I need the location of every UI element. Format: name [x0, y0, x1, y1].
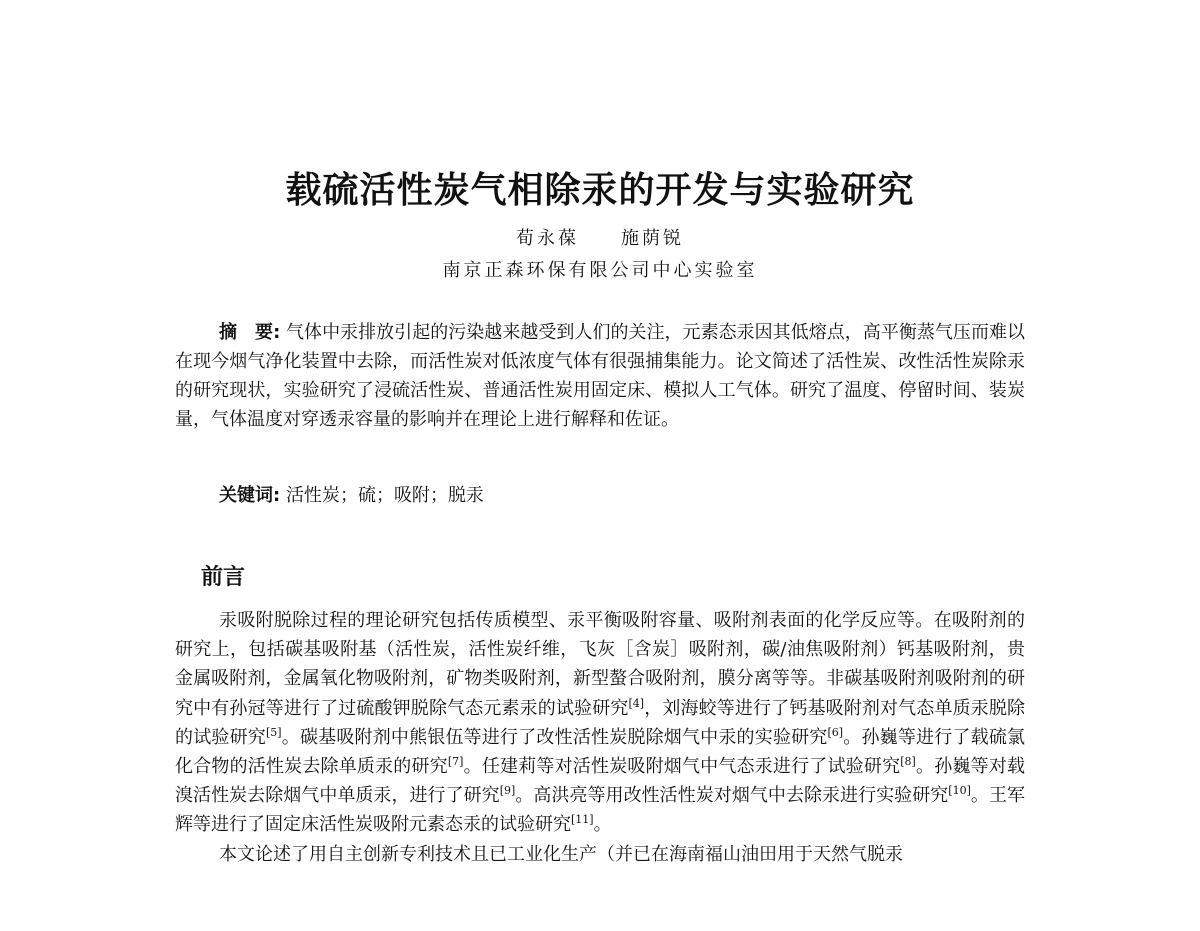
body-sentence: 。任建莉等对活性炭吸附烟气中气态汞进行了试验研究: [463, 756, 901, 778]
paper-title: 载硫活性炭气相除汞的开发与实验研究: [285, 170, 915, 211]
citation-ref[interactable]: [8]: [900, 755, 916, 769]
abstract-text: 气体中汞排放引起的污染越来越受到人们的关注，元素态汞因其低熔点，高平衡蒸气压而难以在现今烟气净化装置中去除，而活性炭对低浓度气体有很强捕集能力。论文简述了活性炭、改性活性炭除汞的研究现状，实验研究了浸硫活性炭、普通活性炭用固定床、模拟人工气体。研究了温度、停留时间、装炭量，气体温度对穿透汞容量的影响并在理论上进行解释和佐证。: [175, 322, 1025, 430]
keywords-label: 关键词:: [219, 485, 281, 506]
keywords: [219, 481, 484, 510]
body-paragraph: [175, 606, 1025, 840]
keyword: 活性炭: [285, 485, 340, 506]
keyword: ； 硫: [340, 485, 376, 506]
body-sentence: 汞吸附脱除过程的理论研究包括传质模型、汞平衡吸附容量、吸附剂表面的化学反应等。在吸附剂的研究上，包括碳基吸附基（活性炭，活性炭纤维，飞灰［含炭］吸附剂，碳/油焦吸附剂）钙基吸附剂，贵金属吸附剂，金属氧化物吸附剂，矿物类吸附剂，新型螯合吸附剂，膜分离等等。非碳基吸附剂吸附剂的研究中有孙冠等进行了过硫酸钾脱除气态元素汞的试验研究: [175, 610, 1025, 719]
body-sentence: 。: [593, 814, 612, 836]
citation-ref[interactable]: [7]: [447, 755, 464, 769]
body-sentence: 。孙巍等进行了载硫氯化合物的活性炭去除单质汞的研究: [175, 726, 1026, 778]
body-sentence: ，刘海蛟等进行了钙基吸附剂对气态单质汞脱除的试验研究: [175, 697, 1026, 748]
author-name: 施荫锐: [621, 228, 684, 249]
affiliation: 南京正森环保有限公司中心实验室: [442, 260, 758, 281]
keyword: ； 吸附: [376, 485, 430, 506]
citation-ref[interactable]: [11]: [571, 813, 594, 827]
citation-ref[interactable]: [10]: [948, 784, 971, 798]
abstract: [175, 318, 1025, 434]
body-sentence: 。碳基吸附剂中熊银伍等进行了改性活性炭脱除烟气中汞的实验研究: [281, 726, 828, 748]
body-sentence: 。王军辉等进行了固定床活性炭吸附元素态汞的试验研究: [175, 785, 1026, 836]
body-sentence: 。高洪亮等用改性活性炭对烟气中去除汞进行实验研究: [515, 785, 949, 807]
section-heading: 前言: [201, 565, 246, 590]
citation-ref[interactable]: [5]: [265, 725, 282, 739]
citation-ref[interactable]: [9]: [499, 784, 516, 798]
abstract-label: 摘 要:: [219, 322, 281, 343]
author-name: 荀永葆: [516, 228, 579, 249]
author-list: [0, 224, 1200, 250]
citation-ref[interactable]: [6]: [827, 725, 844, 739]
section-body: [175, 606, 1025, 869]
body-paragraph: 本文论述了用自主创新专利技术且已工业化生产（并已在海南福山油田用于天然气脱汞: [219, 843, 903, 865]
body-sentence: 。孙巍等对载溴活性炭去除烟气中单质汞，进行了研究: [175, 756, 1026, 807]
citation-ref[interactable]: [4]: [628, 696, 645, 710]
keyword: ； 脱汞: [430, 485, 484, 506]
